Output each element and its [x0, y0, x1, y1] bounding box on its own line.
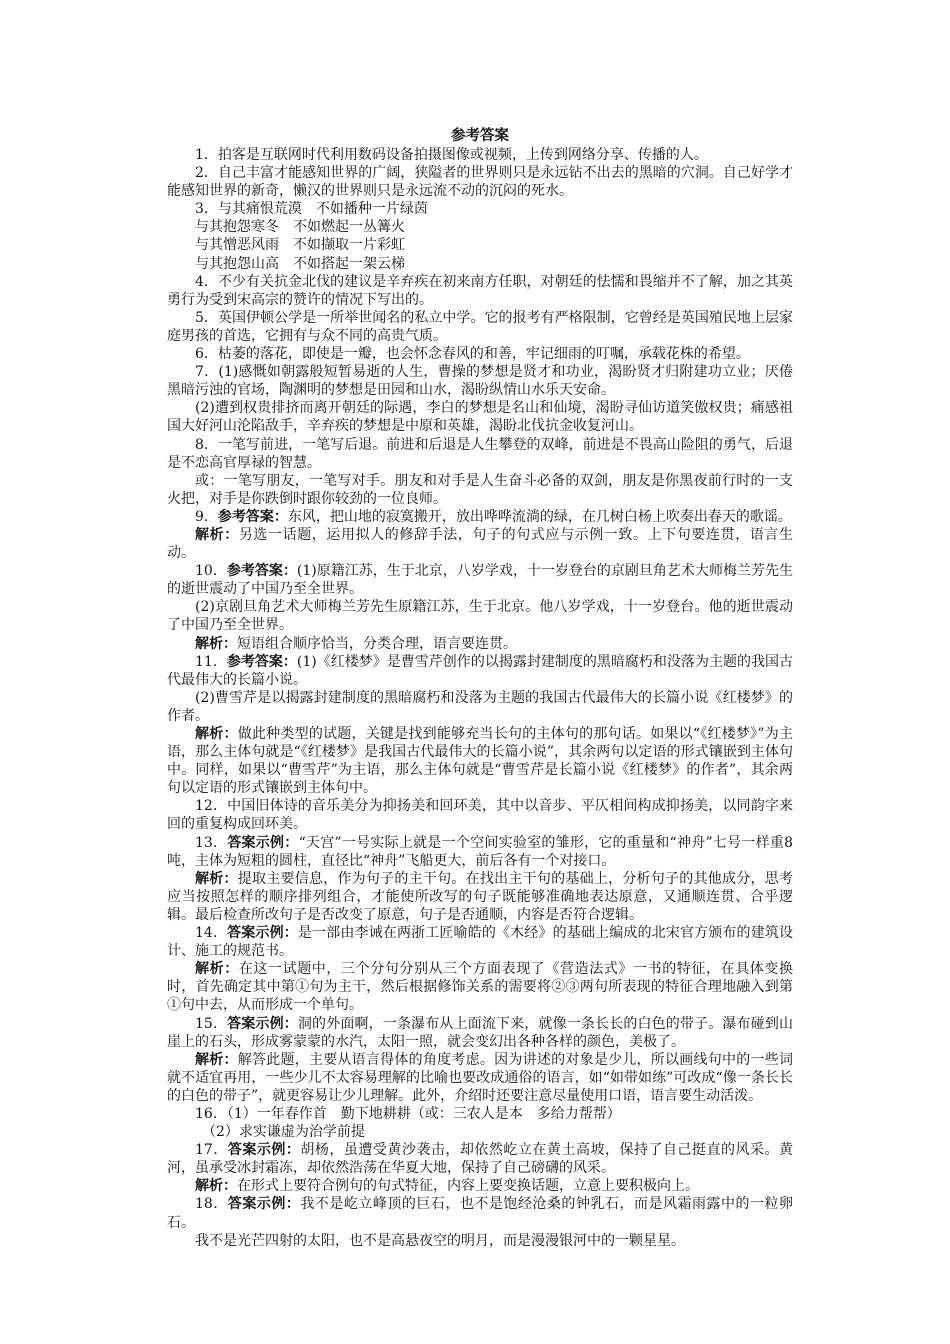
answer-text: 1．拍客是互联网时代利用数码设备拍摄图像或视频，上传到网络分享、传播的人。	[195, 147, 708, 163]
answer-text: 4．不少有关抗金北伐的建议是辛弃疾在初来南方任职，对朝廷的怯懦和畏缩并不了解，加之其英勇行为受到宋高宗的赞许的情况下写出的。	[167, 273, 793, 308]
answer-paragraph	[167, 834, 793, 870]
item-number: 10．	[195, 563, 227, 580]
answer-text: 提取主要信息，作为句子的主干句。在找出主干句的基础上，分析句子的其他成分，思考应当按照怎样的顺序排列组合，才能使所改写的句子既能够准确地表达原意，又通顺连贯、合乎逻辑。最后检查所改句子是否改变了原意，句子是否通顺，内容是否符合逻辑。	[167, 870, 794, 923]
answer-label: 解析：	[195, 961, 239, 978]
answer-text: 东风，把山地的寂寞搬开，放出哗哗流淌的绿，在几树白杨上吹奏出春天的歌谣。	[287, 508, 792, 525]
answer-paragraph	[167, 399, 793, 435]
answer-text: 另选一话题，运用拟人的修辞手法，句子的句式应与示例一致。上下句要连贯，语言生动。	[167, 526, 794, 562]
item-number: 17．	[195, 1142, 228, 1159]
item-number: 18．	[195, 1196, 228, 1213]
answer-text: 是一部由李诫在两浙工匠喻皓的《木经》的基础上编成的北宋官方颁布的建筑设计、施工的规范书。	[167, 925, 794, 960]
answer-paragraph	[167, 653, 793, 689]
answer-paragraph	[167, 146, 793, 164]
answer-text: 做此种类型的试题，关键是找到能够充当长句的主体句的那句话。如果以“《红楼梦》”为主语，那么主体句就是“《红楼梦》是我国古代最伟大的长篇小说”，其余两句以定语的形式镶嵌到主体句中。同样，如果以“曹雪芹”为主语，那么主体句就是“曹雪芹是长篇小说《红楼梦》的作者”，其余两句以定语的形式镶嵌到主体句中。	[167, 726, 794, 797]
answer-paragraph	[167, 797, 793, 833]
answer-label: 参考答案：	[226, 653, 297, 670]
answer-paragraph	[167, 309, 793, 345]
answer-paragraph	[167, 960, 793, 1014]
answer-text: (2)京剧旦角艺术大师梅兰芳先生原籍江苏，生于北京。他八岁学戏，十一岁登台。他的逝世震动了中国乃至全世界。	[167, 599, 793, 634]
answer-label: 答案示例：	[227, 1015, 298, 1032]
answer-text: 2．自己丰富才能感知世界的广阔，狭隘者的世界则只是永远钻不出去的黑暗的穴洞。自己好学才能感知世界的新奇，懒汉的世界则只是永远流不动的沉闷的死水。	[167, 165, 793, 200]
answer-text: 与其憎恶风雨 不如撷取一片彩虹	[195, 237, 405, 254]
answer-text: 洞的外面啊，一条瀑布从上面流下来，就像一条长长的白色的带子。瀑布碰到山崖上的石头，形成雾蒙蒙的水汽，太阳一照，就会变幻出各种各样的颜色，美极了。	[167, 1015, 794, 1050]
answer-text: 解答此题，主要从语言得体的角度考虑。因为讲述的对象是少儿，所以画线句中的一些词就不适宜再用，一些少儿不太容易理解的比喻也要改成通俗的语言，如“如带如练”可改成“像一条长长的白色的带子”，就更容易让少儿理解。此外，介绍时还要注意尽量使用口语，语言要生动活泼。	[167, 1051, 794, 1104]
answer-text: 与其抱怨山高 不如搭起一架云梯	[195, 255, 405, 272]
answer-text: 8．一笔写前进，一笔写后退。前进和后退是人生攀登的双峰，前进是不畏高山险阻的勇气，后退是不恋高官厚禄的智慧。	[167, 436, 793, 471]
answer-text: 在这一试题中，三个分句分别从三个方面表现了《营造法式》一书的特征，在具体变换时，首先确定其中第①句为主干，然后根据修饰关系的需要将②③两句所表现的特征合理地融入到第①句中去，从而形成一个单句。	[167, 961, 794, 1014]
answer-text: 我不是屹立峰顶的巨石，也不是饱经沧桑的钟乳石，而是风霜雨露中的一粒卵石。	[167, 1196, 793, 1231]
answer-text: “天宫”一号实际上就是一个空间实验室的雏形，它的重量和“神舟”七号一样重8吨，主体为短粗的圆柱，直径比“神舟”飞船更大，前后各有一个对接口。	[167, 834, 793, 869]
answer-text: 3．与其痛恨荒漠 不如播种一片绿茵	[195, 201, 428, 218]
answer-paragraph	[167, 255, 793, 273]
answer-text: 7．(1)感慨如朝露般短暂易逝的人生，曹操的梦想是贤才和功业，渴盼贤才归附建功立业；厌倦黑暗污浊的官场，陶渊明的梦想是田园和山水，渴盼纵情山水乐天安命。	[167, 364, 793, 399]
answer-paragraph	[167, 345, 793, 363]
answer-paragraph	[167, 870, 793, 924]
answer-list	[167, 146, 793, 1250]
page-title: 参考答案	[451, 127, 509, 144]
answer-text: (2)曹雪芹是以揭露封建制度的黑暗腐朽和没落为主题的我国古代最伟大的长篇小说《红楼梦》的作者。	[167, 689, 793, 724]
answer-paragraph	[167, 472, 793, 508]
answer-paragraph	[167, 924, 793, 960]
answer-label: 答案示例：	[227, 834, 299, 851]
answer-label: 答案示例：	[227, 925, 298, 942]
answer-text: （2）求实谦虚为治学前提	[202, 1124, 365, 1141]
answer-text: 我不是光芒四射的太阳，也不是高悬夜空的明月，而是漫漫银河中的一颗星星。	[195, 1232, 685, 1249]
answer-paragraph	[167, 562, 793, 598]
answer-paragraph	[167, 1051, 793, 1105]
answer-text: 6．枯萎的落花，即使是一瓣，也会怀念春风的和善，牢记细雨的叮嘱，承载花株的希望。	[195, 346, 750, 363]
item-number: 11．	[195, 653, 227, 670]
answer-key-content	[167, 126, 793, 1250]
answer-label: 解析：	[195, 1178, 237, 1195]
answer-paragraph	[167, 1123, 793, 1141]
answer-paragraph	[167, 236, 793, 254]
answer-paragraph	[167, 689, 793, 725]
answer-label: 参考答案：	[226, 563, 297, 580]
answer-label: 解析：	[195, 526, 239, 543]
answer-paragraph	[167, 635, 793, 653]
answer-paragraph	[167, 363, 793, 399]
answer-paragraph	[167, 1177, 793, 1195]
answer-label: 解析：	[195, 1051, 238, 1068]
answer-paragraph	[167, 508, 793, 526]
answer-label: 解析：	[195, 726, 238, 742]
answer-text: 12．中国旧体诗的音乐美分为抑扬美和回环美，其中以音步、平仄相间构成抑扬美，以同韵字来回的重复构成回环美。	[167, 798, 793, 833]
answer-paragraph	[167, 725, 793, 797]
answer-paragraph	[167, 598, 793, 634]
answer-text: 或：一笔写朋友，一笔写对手。朋友和对手是人生奋斗必备的双剑，朋友是你黑夜前行时的一支火把，对手是你跌倒时跟你较劲的一位良师。	[167, 472, 793, 507]
item-number: 15．	[195, 1015, 228, 1032]
answer-text: 在形式上要符合例句的句式特征，内容上要变换话题，立意上要积极向上。	[237, 1178, 699, 1195]
answer-text: (2)遭到权贵排挤而离开朝廷的际遇，李白的梦想是名山和仙境，渴盼寻仙访道笑傲权贵；痛感祖国大好河山沦陷敌手，辛弃疾的梦想是中原和英雄，渴盼北伐抗金收复河山。	[167, 400, 793, 435]
answer-text: 与其抱怨寒冬 不如燃起一丛篝火	[195, 219, 405, 236]
answer-paragraph	[167, 526, 793, 562]
answer-text: 5．英国伊顿公学是一所举世闻名的私立中学。它的报考有严格限制，它曾经是英国殖民地上层家庭男孩的首选，它拥有与众不同的高贵气质。	[167, 309, 793, 344]
answer-label: 解析：	[195, 635, 237, 652]
answer-label: 参考答案：	[217, 508, 288, 525]
answer-text: (1)《红楼梦》是曹雪芹创作的以揭露封建制度的黑暗腐朽和没落为主题的我国古代最伟大的长篇小说。	[167, 653, 793, 688]
answer-paragraph	[167, 1141, 793, 1177]
answer-paragraph	[167, 1105, 793, 1123]
answer-paragraph	[167, 273, 793, 309]
answer-paragraph	[167, 1015, 793, 1051]
answer-paragraph	[167, 164, 793, 200]
answer-paragraph	[167, 218, 793, 236]
answer-text: 短语组合顺序恰当，分类合理，语言要连贯。	[237, 635, 517, 652]
item-number: 14．	[195, 925, 228, 942]
answer-paragraph	[167, 1232, 793, 1250]
answer-paragraph	[167, 1195, 793, 1231]
answer-label: 答案示例：	[227, 1142, 301, 1159]
answer-label: 答案示例：	[227, 1196, 301, 1213]
answer-label: 解析：	[195, 870, 238, 887]
item-number: 13．	[195, 834, 228, 851]
answer-text: 16．（1）一年春作首 勤下地耕耕（或：三农人是本 多给力帮帮）	[195, 1105, 621, 1122]
item-number: 9．	[195, 508, 218, 525]
answer-text: (1)原籍江苏，生于北京，八岁学戏，十一岁登台的京剧旦角艺术大师梅兰芳先生的逝世震动了中国乃至全世界。	[167, 563, 793, 598]
answer-paragraph	[167, 436, 793, 472]
answer-text: 胡杨，虽遭受黄沙袭击，却依然屹立在黄土高坡，保持了自己挺直的风采。黄河，虽承受冰封霜冻，却依然浩荡在华夏大地，保持了自己磅礴的风采。	[167, 1142, 793, 1177]
answer-paragraph	[167, 200, 793, 218]
